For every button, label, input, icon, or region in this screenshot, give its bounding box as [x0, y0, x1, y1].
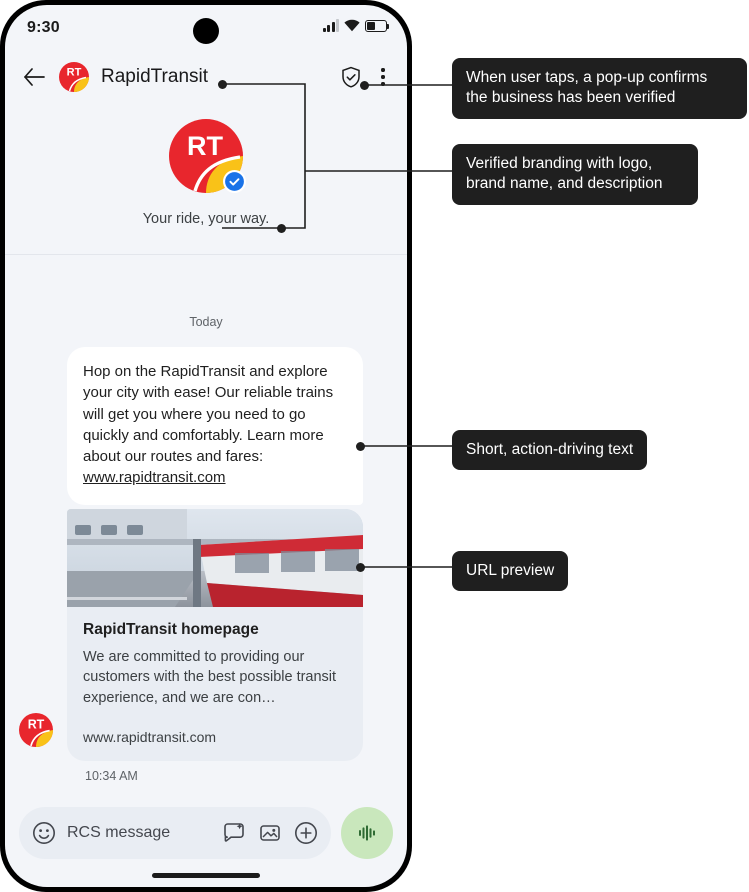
- brand-tagline: Your ride, your way.: [142, 211, 270, 227]
- back-arrow-icon[interactable]: [21, 64, 47, 90]
- cellular-signal-icon: [323, 19, 340, 32]
- rapidtransit-avatar[interactable]: [59, 62, 89, 92]
- battery-icon: [365, 20, 387, 32]
- svg-text:RT: RT: [27, 717, 45, 732]
- chat-header: [5, 51, 407, 103]
- link-preview-url: www.rapidtransit.com: [83, 728, 217, 745]
- day-divider: Today: [189, 315, 223, 329]
- train-platform-photo: [67, 509, 363, 607]
- page-title: RapidTransit: [101, 66, 209, 87]
- more-options-icon[interactable]: [373, 66, 393, 88]
- link-preview-description: We are committed to providing our customers with the best possible transit experience, and we are con…: [83, 648, 337, 706]
- rapidtransit-logo: [167, 117, 245, 195]
- gallery-icon[interactable]: [257, 820, 283, 846]
- verified-brand-hero: [5, 103, 407, 255]
- message-timestamp: 10:34 AM: [85, 768, 138, 783]
- annotation-action-text: Short, action-driving text: [452, 430, 647, 470]
- link-preview-title: RapidTransit homepage: [83, 620, 259, 638]
- add-attachment-icon[interactable]: [293, 820, 319, 846]
- svg-text:RT: RT: [66, 66, 82, 79]
- leader-dot-shield: [360, 81, 369, 90]
- message-composer: [5, 805, 407, 861]
- conversation-area: [5, 255, 407, 795]
- status-icons: [323, 19, 388, 32]
- message-bubble: [67, 347, 363, 505]
- message-link[interactable]: www.rapidtransit.com: [83, 469, 226, 487]
- status-clock: 9:30: [27, 19, 60, 36]
- voice-record-icon[interactable]: [341, 807, 393, 859]
- annotation-url-preview: URL preview: [452, 551, 568, 591]
- leader-dot-message-text: [356, 442, 365, 451]
- sticker-icon[interactable]: [221, 820, 247, 846]
- link-preview-body: [67, 607, 363, 715]
- emoji-icon[interactable]: [31, 820, 57, 846]
- leader-dot-url-preview: [356, 563, 365, 572]
- svg-text:RT: RT: [187, 131, 223, 161]
- message-group: [67, 347, 363, 783]
- leader-dot-tagline: [277, 224, 286, 233]
- annotation-verified-popup: When user taps, a pop-up confirms the business has been verified: [452, 58, 747, 119]
- sender-avatar[interactable]: [19, 713, 53, 747]
- annotation-verified-branding: Verified branding with logo, brand name, and description: [452, 144, 698, 205]
- composer-placeholder: RCS message: [67, 824, 171, 841]
- rcs-message-input[interactable]: [19, 807, 331, 859]
- wifi-icon: [344, 19, 360, 32]
- leader-dot-brand-name: [218, 80, 227, 89]
- message-body: Hop on the RapidTransit and explore your city with ease! Our reliable trains will get you where you need to go quickly and comfortably. Learn more about our routes and fares:: [83, 363, 334, 466]
- phone-screen: [5, 5, 407, 887]
- verified-check-icon: [223, 170, 246, 193]
- status-bar: [5, 5, 407, 51]
- link-preview-card[interactable]: [67, 509, 363, 761]
- front-camera-punchhole: [193, 18, 219, 44]
- home-indicator: [152, 873, 260, 878]
